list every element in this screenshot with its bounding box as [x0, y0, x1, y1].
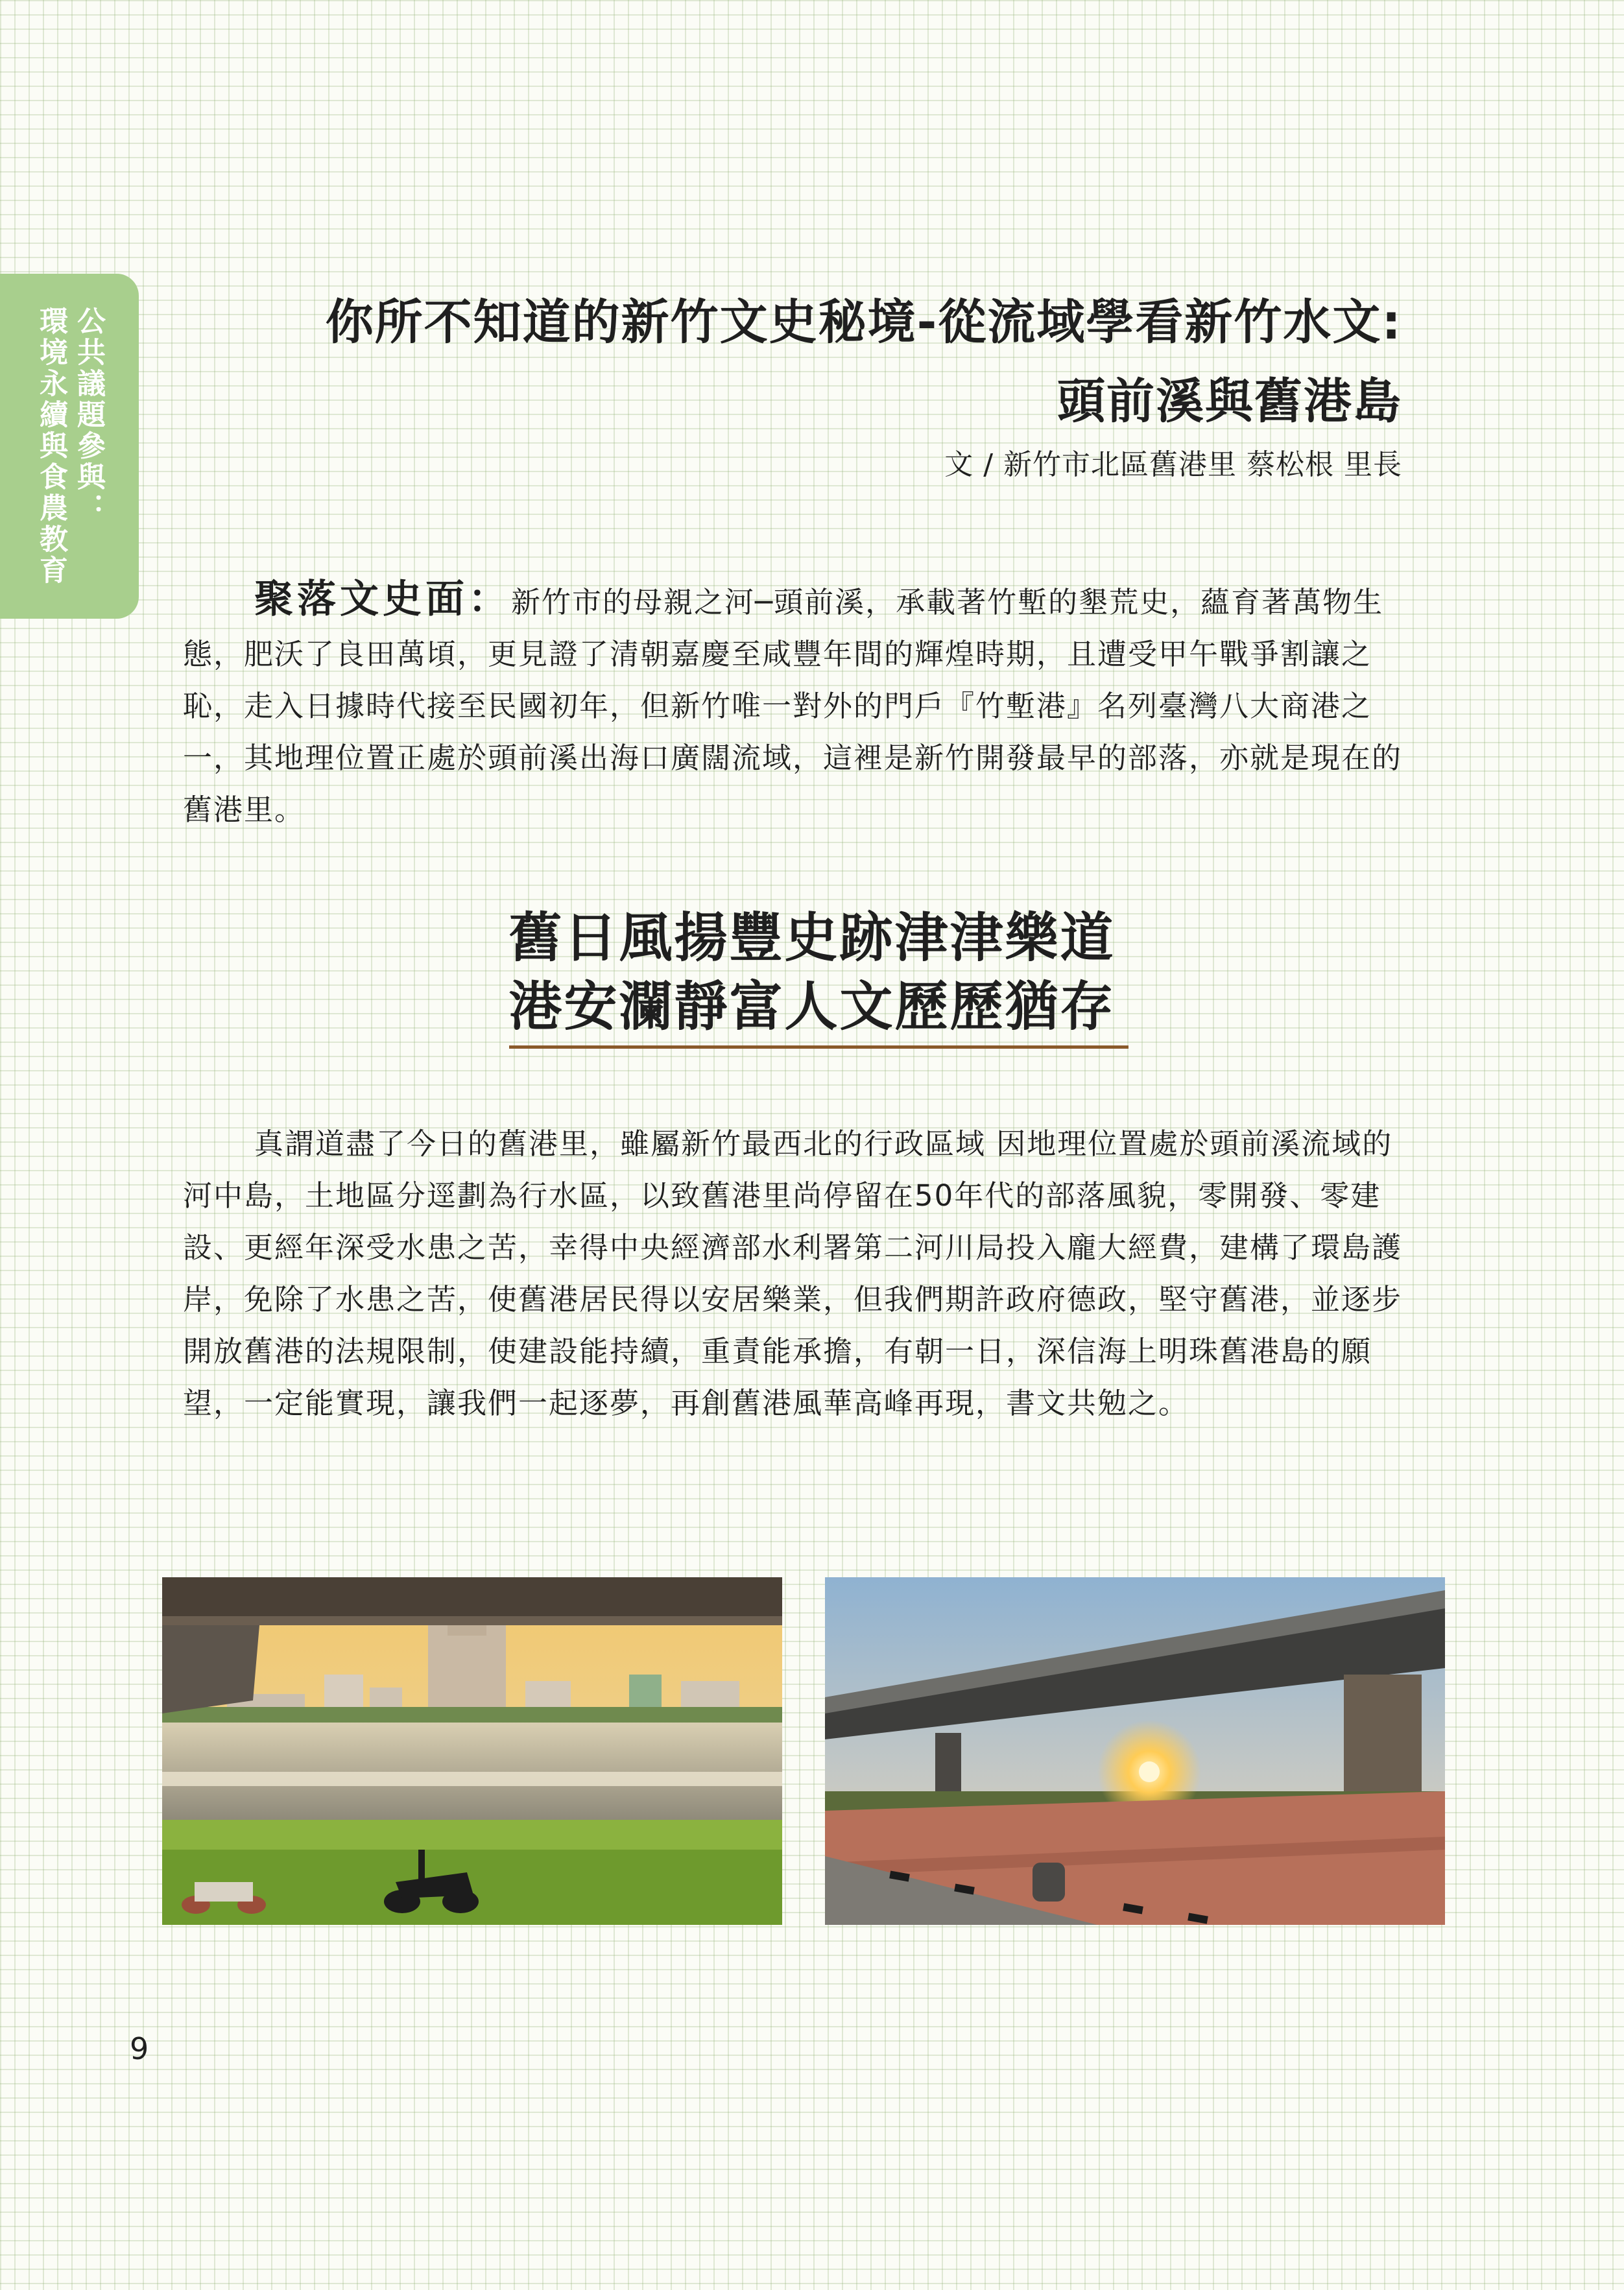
headline-line1: 舊日風揚豐史跡津津樂道 — [508, 907, 1116, 969]
section1-body: 新竹市的母親之河─頭前溪，承載著竹塹的墾荒史，蘊育著萬物生態，肥沃了良田萬頃，更見證了清朝嘉慶至咸豐年間的輝煌時期，且遭受甲午戰爭割讓之恥，走入日據時代接至民國初年，但新竹唯一對外的門戶『竹塹港』名列臺灣八大商港之一，其地理位置正處於頭前溪出海口廣闊流域，這裡是新竹開發最早的部落，亦就是現在的舊港里。 — [183, 585, 1403, 827]
article-title-line2: 頭前溪與舊港島 — [1057, 374, 1402, 429]
article-title — [326, 283, 1402, 441]
article-byline: 文 / 新竹市北區舊港里 蔡松根 里長 — [944, 448, 1402, 481]
side-tab-line2: 環境永續與食農教育 — [34, 306, 67, 586]
section1-paragraph — [183, 573, 1402, 836]
article-title-line1: 你所不知道的新竹文史秘境-從流域學看新竹水文: — [325, 294, 1402, 350]
section1-lead: 聚落文史面： — [254, 577, 511, 622]
photo-riverbank-city-view — [162, 1577, 782, 1925]
section-headline — [0, 904, 1624, 1042]
section2-paragraph: 真謂道盡了今日的舊港里，雖屬新竹最西北的行政區域 因地理位置處於頭前溪流域的河中島，土地區分逕劃為行水區，以致舊港里尚停留在50年代的部落風貌，零開發、零建設、更經年深受水患之苦，幸得中央經濟部水利署第二河川局投入龐大經費，建構了環島護岸，免除了水患之苦，使舊港居民得以安居樂業，但我們期許政府德政，堅守舊港，並逐步開放舊港的法規限制，使建設能持續，重責能承擔，有朝一日，深信海上明珠舊港島的願望，一定能實現，讓我們一起逐夢，再創舊港風華高峰再現，書文共勉之。 — [183, 1127, 1403, 1420]
page-number: 9 — [130, 2031, 149, 2066]
side-tab-line1: 公共議題參與： — [72, 306, 105, 524]
headline-underline — [509, 1045, 1128, 1049]
section-side-tab — [0, 274, 139, 619]
photo-bridge-sunset — [825, 1577, 1445, 1925]
headline-line2: 港安瀾靜富人文歷歷猶存 — [508, 976, 1116, 1038]
